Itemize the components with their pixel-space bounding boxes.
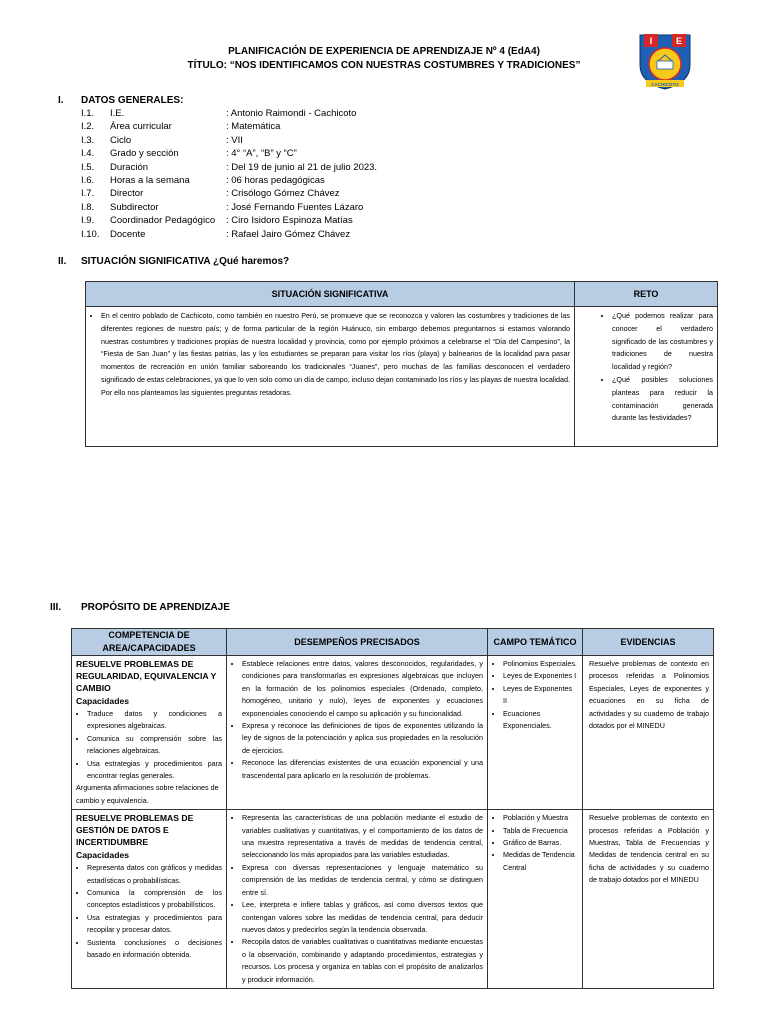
competencia-title: RESUELVE PROBLEMAS DE REGULARIDAD, EQUIVALENCIA Y CAMBIO bbox=[76, 659, 217, 693]
desempenos-column-header: DESEMPEÑOS PRECISADOS bbox=[227, 629, 488, 656]
desempeno-item: • Establece relaciones entre datos, valores desconocidos, regularidades, y condiciones para transformarlas en expresiones algebraicas que incluyen en la formación de los polinomios especiales (Ordenado, completo, homogéneo, unitario y nulo), leyes de exponentes y ecuaciones exponenciales conociendo el campo su aplicación y su funcionalidad. bbox=[242, 658, 483, 720]
capacidad-extra: Argumenta afirmaciones sobre relaciones de cambio y equivalencia. bbox=[76, 783, 219, 805]
evidencias-text: Resuelve problemas de contexto en procesos referidas a Polinomios Especiales, Leyes de exponentes y ecuaciones en su ficha de actividades y su cuaderno de trabajo dotados por el MINEDU bbox=[589, 659, 709, 731]
capacidad-item: • Sustenta conclusiones o decisiones basado en información obtenida. bbox=[87, 937, 222, 962]
situacion-text: • En el centro poblado de Cachicoto, como también en nuestro Perú, se promueve que se reconozca y valoren las costumbres y tradiciones de las diferentes regiones de nuestro país; y de forma particular de la región Huánuco, sin embargo debemos preguntarnos si estamos valorando nuestras costumbres y tradiciones propias de nuestra localidad y provincia, como por ejemplo próximos a celebrarse el “Día del Campesino”, la “Fiesta de San Juan” y las fiestas patrias, las y los estudiantes se preparan para visitar los ríos (playa) y balnearios de la localidad para pasar momentos de recreación en unión familiar saboreando los tradicionales “Juanes”, pero muchas de las familias desconocen el verdadero significado de estas celebraciones, ya que lo ven solo como un día de campo, incluso dejan contaminado los ríos y las playas de nuestra localidad. Por ello nos planteamos las siguientes preguntas retadoras. bbox=[101, 310, 570, 400]
desempeno-item: • Lee, interpreta e infiere tablas y gráficos, así como diversos textos que contengan valores sobre las medidas de tendencia central, para deducir nuevos datos y predecirlos según la tendencia observada. bbox=[242, 899, 483, 936]
datos-generales-value: : 06 horas pedagógicas bbox=[226, 175, 325, 186]
proposito-body bbox=[72, 656, 714, 989]
evidencias-cell bbox=[583, 656, 714, 810]
capacidades-label: Capacidades bbox=[76, 696, 130, 706]
situacion-table bbox=[85, 281, 718, 447]
campo-cell bbox=[488, 810, 583, 989]
campo-item: • Polinomios Especiales. bbox=[503, 658, 578, 670]
campo-item: • Medidas de Tendencia Central bbox=[503, 849, 578, 874]
desempeno-item: • Expresa y reconoce las definiciones de tipos de exponentes utilizando la ley de signos de la potenciación y aplica sus propiedades en la resolución de ejercicios. bbox=[242, 720, 483, 757]
svg-text:I: I bbox=[649, 36, 653, 46]
desempenos-list bbox=[231, 658, 483, 782]
svg-text:E: E bbox=[675, 36, 683, 46]
campo-item: • Población y Muestra bbox=[503, 812, 578, 824]
campo-cell bbox=[488, 656, 583, 810]
datos-generales-number: I.7. bbox=[81, 188, 95, 200]
datos-generales-number: I.2. bbox=[81, 121, 95, 133]
desempeno-item: • Recopila datos de variables cualitativas o cuantitativas mediante encuestas o la observación, combinando y adaptando procedimientos, estrategias y recursos. Los procesa y organiza en tablas con el propósito de analizarlos y producir información. bbox=[242, 936, 483, 986]
campo-item: • Gráfico de Barras. bbox=[503, 837, 578, 849]
datos-generales-label: Grado y sección bbox=[110, 148, 179, 160]
datos-generales-value: : VII bbox=[226, 134, 243, 146]
datos-generales-number: I.9. bbox=[81, 215, 95, 227]
competencia-row bbox=[72, 810, 714, 989]
capacidad-item: • Representa datos con gráficos y medidas estadísticas o probabilísticas. bbox=[87, 862, 222, 887]
evidencias-text: Resuelve problemas de contexto en procesos referidas a Población y Muestras, Tabla de Frecuencias y Medidas de tendencia central en su ficha de actividades y su cuaderno de trabajo dotados por el MINEDU bbox=[589, 813, 709, 885]
datos-generales-number: I.10. bbox=[81, 228, 100, 240]
datos-generales-value: : José Fernando Fuentes Lázaro bbox=[226, 201, 364, 213]
reto-cell bbox=[575, 307, 718, 447]
desempenos-list bbox=[231, 812, 483, 986]
section-heading-situacion: SITUACIÓN SIGNIFICATIVA ¿Qué haremos? bbox=[81, 256, 290, 267]
capacidad-item: • Usa estrategias y procedimientos para recopilar y procesar datos. bbox=[87, 912, 222, 937]
reto-item: • ¿Qué posibles soluciones planteas para reducir la contaminación generada durante las festividades? bbox=[612, 374, 713, 425]
capacidades-list bbox=[76, 708, 222, 782]
campo-list bbox=[492, 658, 578, 732]
capacidades-label: Capacidades bbox=[76, 850, 130, 861]
capacidad-item: • Comunica la comprensión de los conceptos estadísticos y probabilísticos. bbox=[87, 887, 222, 912]
capacidades-list bbox=[76, 862, 222, 961]
campo-column-header: CAMPO TEMÁTICO bbox=[488, 629, 583, 656]
section-number-3: III. bbox=[50, 602, 62, 613]
datos-generales-label: Coordinador Pedagógico bbox=[110, 215, 216, 227]
campo-item: • Ecuaciones Exponenciales. bbox=[503, 708, 578, 733]
datos-generales-label: I.E. bbox=[110, 108, 125, 119]
datos-generales-label: Docente bbox=[110, 228, 146, 240]
capacidad-item: • Traduce datos y condiciones a expresiones algebraicas. bbox=[87, 708, 222, 733]
datos-generales-value: : 4° “A”, “B” y “C” bbox=[226, 148, 297, 160]
section-number-2: II. bbox=[58, 256, 67, 267]
capacidad-item: • Usa estrategias y procedimientos para encontrar reglas generales. bbox=[87, 758, 222, 783]
svg-text:CACHICOTO: CACHICOTO bbox=[651, 82, 679, 87]
campo-item: • Tabla de Frecuencia bbox=[503, 825, 578, 837]
datos-generales-number: I.1. bbox=[81, 108, 95, 119]
datos-generales-number: I.6. bbox=[81, 175, 95, 186]
datos-generales-value: : Ciro Isidoro Espinoza Matías bbox=[226, 215, 353, 227]
competencia-title: RESUELVE PROBLEMAS DE GESTIÓN DE DATOS E INCERTIDUMBRE bbox=[76, 813, 194, 848]
datos-generales-value: : Matemática bbox=[226, 121, 281, 133]
document-subtitle: TÍTULO: “NOS IDENTIFICAMOS CON NUESTRAS COSTUMBRES Y TRADICIONES” bbox=[187, 60, 581, 71]
competencia-cell bbox=[72, 656, 227, 810]
competencia-cell bbox=[72, 810, 227, 989]
datos-generales-label: Área curricular bbox=[110, 121, 172, 133]
proposito-table bbox=[71, 628, 714, 989]
section-number-1: I. bbox=[58, 95, 64, 106]
school-logo bbox=[636, 31, 694, 91]
reto-list bbox=[601, 310, 713, 425]
competencia-row bbox=[72, 656, 714, 810]
datos-generales-value: : Del 19 de junio al 21 de julio 2023. bbox=[226, 161, 378, 173]
datos-generales-number: I.4. bbox=[81, 148, 95, 160]
datos-generales-value: : Antonio Raimondi - Cachicoto bbox=[226, 108, 357, 119]
document-title: PLANIFICACIÓN DE EXPERIENCIA DE APRENDIZAJE Nº 4 (EdA4) bbox=[228, 46, 540, 57]
datos-generales-label: Horas a la semana bbox=[110, 175, 190, 186]
datos-generales-number: I.8. bbox=[81, 201, 95, 213]
datos-generales-number: I.3. bbox=[81, 134, 95, 146]
datos-generales-value: : Rafael Jairo Gómez Chávez bbox=[226, 228, 351, 240]
campo-list bbox=[492, 812, 578, 874]
section-heading-proposito: PROPÓSITO DE APRENDIZAJE bbox=[81, 602, 230, 613]
capacidad-item: • Comunica su comprensión sobre las relaciones algebraicas. bbox=[87, 733, 222, 758]
desempeno-item: • Representa las características de una población mediante el estudio de variables cualitativas y cuantitativas, y el comportamiento de los datos de una muestra representativa a través de medidas de tendencia central, seleccionando los más apropiados para las variables estudiadas. bbox=[242, 812, 483, 862]
desempenos-cell bbox=[227, 810, 488, 989]
datos-generales-label: Duración bbox=[110, 161, 149, 173]
desempeno-item: • Expresa con diversas representaciones y lenguaje matemático su comprensión de las medidas de tendencia central, y cómo se distinguen entre sí. bbox=[242, 862, 483, 899]
desempenos-cell bbox=[227, 656, 488, 810]
datos-generales-value: : Crisólogo Gómez Chávez bbox=[226, 188, 340, 200]
reto-item: • ¿Qué podemos realizar para conocer el verdadero significado de las costumbres y tradiciones de nuestra localidad y región? bbox=[612, 310, 713, 374]
reto-column-header: RETO bbox=[575, 282, 718, 307]
datos-generales-number: I.5. bbox=[81, 161, 95, 173]
campo-item: • Leyes de Exponentes I bbox=[503, 670, 578, 682]
competencia-column-header: COMPETENCIA DE AREA/CAPACIDADES bbox=[72, 629, 227, 656]
evidencias-cell bbox=[583, 810, 714, 989]
situacion-cell bbox=[86, 307, 575, 447]
campo-item: • Leyes de Exponentes II bbox=[503, 683, 578, 708]
section-heading-datos-generales: DATOS GENERALES: bbox=[81, 95, 184, 106]
datos-generales-label: Director bbox=[110, 188, 144, 200]
situacion-column-header: SITUACIÓN SIGNIFICATIVA bbox=[86, 282, 575, 307]
datos-generales-label: Ciclo bbox=[110, 134, 132, 146]
datos-generales-label: Subdirector bbox=[110, 201, 159, 213]
desempeno-item: • Reconoce las diferencias existentes de una ecuación exponencial y una trascendental para aplicarlo en la resolución de problemas. bbox=[242, 757, 483, 782]
evidencias-column-header: EVIDENCIAS bbox=[583, 629, 714, 656]
